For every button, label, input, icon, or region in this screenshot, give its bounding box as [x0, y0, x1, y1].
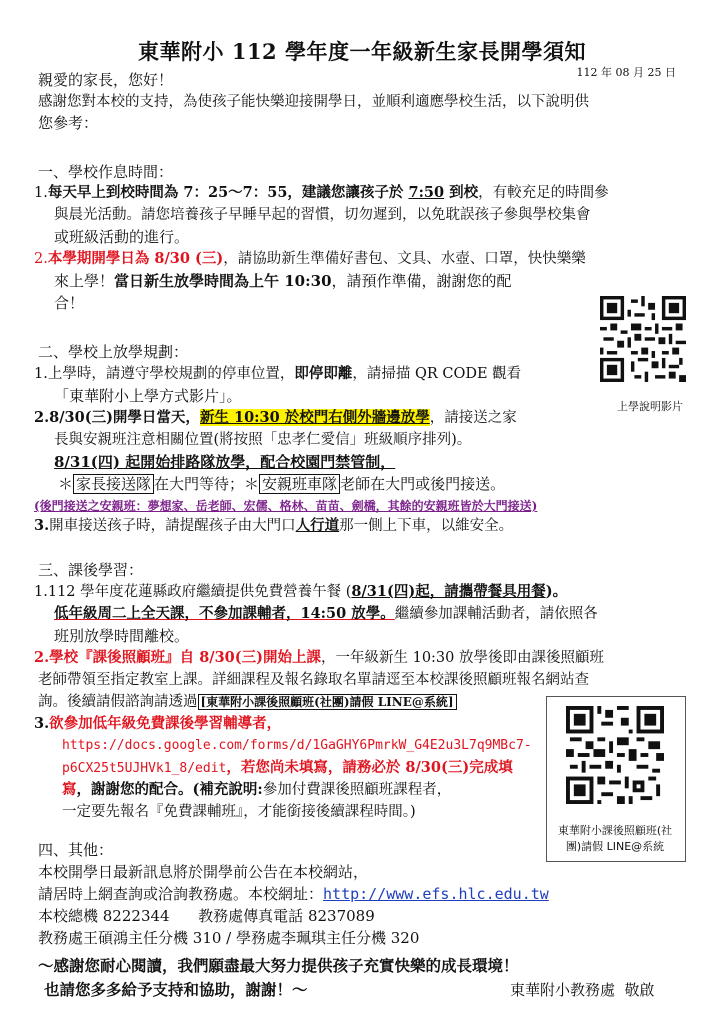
s3-item-1-c: )。	[545, 583, 568, 600]
signature: 東華附小教務處 敬啟	[510, 981, 655, 999]
s3-item-1-a: 112 學年度花蓮縣政府繼續提供免費營養午餐 (	[47, 584, 352, 600]
s2-item-1	[34, 364, 521, 384]
s2-item-1-line-2: 「東華附小上學方式影片」。	[54, 387, 242, 405]
s3-item-1-num: 1.	[34, 584, 48, 600]
s1-item-1-num: 1.	[34, 185, 48, 201]
s2-item-3-a: 開車接送孩子時，請提醒孩子由大門口	[49, 518, 296, 534]
s2-item-2-num: 2.	[34, 409, 50, 426]
s3-item-3-l4a: 寫	[62, 781, 77, 798]
afterschool-bus-label: 安親班車隊	[259, 474, 340, 494]
school-website-link[interactable]: http://www.efs.hlc.edu.tw	[323, 885, 549, 903]
s1-item-1-d: ，有較充足的時間參	[478, 185, 609, 201]
s3-item-1-l2b: 繼續參加課輔活動者，請依照各	[394, 606, 598, 622]
back-gate-note: (後門接送之安親班：夢想家、岳老師、宏儒、格林、苗苗、劍橋，其餘的安親班皆於大門接送)	[34, 499, 538, 513]
s2-l4-star-1: ＊	[58, 475, 74, 493]
s2-l4-c: 在大門等待；＊	[154, 475, 260, 493]
s2-item-1-c: ，請掃描 QR CODE 觀看	[352, 366, 522, 382]
s2-item-2	[34, 408, 517, 428]
s3-item-2-b: ，一年級新生 10:30 放學後即由課後照顧班	[320, 650, 604, 666]
s3-item-2-num: 2.	[34, 649, 50, 666]
s1-item-2-line-3: 合！	[54, 294, 85, 312]
parent-pickup-label: 家長接送隊	[73, 474, 154, 494]
s3-item-3-b: ，若您尚未填寫，請務必於 8/30(三)完成填	[226, 759, 513, 776]
s1-item-2	[34, 249, 586, 269]
s2-item-3-b: 人行道	[295, 517, 340, 534]
s1-item-2-num: 2.	[34, 251, 48, 267]
s2-item-2-c: ，請接送之家	[429, 410, 517, 426]
closing-line-2: 也請您多多給予支持和協助，謝謝！～	[44, 980, 308, 999]
section-1-heading: 一、學校作息時間：	[38, 163, 174, 181]
s1-item-1-b: 7:50	[408, 184, 445, 201]
s2-item-3-num: 3.	[34, 517, 50, 534]
s1-item-1-a: 每天早上到校時間為 7：25～7：55，建議您讓孩子於	[47, 184, 409, 201]
tutoring-form-url-line-2[interactable]: p6CX25t5UJHVk1_8/edit	[62, 761, 227, 776]
s4-line-4: 教務處王碩鴻主任分機 310 / 學務處李珮琪主任分機 320	[38, 929, 420, 947]
s4-line-1: 本校開學日最新訊息將於開學前公告在本校網站，	[38, 863, 369, 881]
s3-item-2-l3a: 詢。後續請假諮詢請透過	[38, 694, 198, 710]
s3-item-3-line-5: 一定要先報名『免費課輔班』，才能銜接後續課程時間。)	[62, 804, 416, 820]
s1-item-2-l2b: 當日新生放學時間為上午 10:30	[114, 272, 332, 290]
s2-item-1-b: 即停即離	[294, 365, 353, 382]
s4-line-2-a: 請居時上網查詢或洽詢教務處。本校網址：	[38, 885, 324, 903]
s3-item-3-num: 3.	[34, 715, 50, 732]
s3-item-3-l4b: ，謝謝您的配合。(補充說明:	[76, 781, 263, 798]
s2-l4-e: 老師在大門或後門接送。	[340, 475, 506, 493]
page-title: 東華附小 112 學年度一年級新生家長開學須知	[138, 39, 586, 64]
s1-item-2-line-2	[54, 271, 512, 291]
line-system-qr-caption-2: 團)請假 LINE@系統	[565, 840, 665, 853]
school-video-qr-caption: 上學說明影片	[617, 400, 683, 413]
intro-line-2: 您參考：	[38, 114, 99, 132]
section-3-heading: 三、課後學習：	[38, 561, 144, 579]
s2-item-2-b: 新生 10:30 於校門右側外牆邊放學	[199, 409, 430, 426]
s3-item-3-a: 欲參加低年級免費課後學習輔導者，	[49, 715, 282, 732]
s3-item-2-line-3	[38, 692, 457, 712]
intro-line-1: 感謝您對本校的支持，為使孩子能快樂迎接開學日，並順利適應學校生活，以下說明供	[38, 94, 589, 110]
s2-item-2-line-4	[58, 474, 505, 494]
s2-item-1-num: 1.	[34, 366, 48, 382]
s1-item-2-b: ，請協助新生準備好書包、文具、水壺、口罩，快快樂樂	[223, 251, 586, 267]
s2-item-3-c: 那一側上下車，以維安全。	[339, 518, 514, 534]
s1-item-1	[34, 183, 609, 203]
section-4-heading: 四、其他：	[38, 841, 114, 859]
s1-item-2-l2c: ，請預作準備，謝謝您的配	[331, 272, 512, 290]
s3-item-3-line-3	[62, 758, 513, 779]
s3-item-2-line-2: 老師帶領至指定教室上課。詳細課程及報名錄取名單請逕至本校課後照顧班報名網站查	[38, 672, 589, 688]
closing-line-1: ～感謝您耐心閱讀，我們願盡最大努力提供孩子充實快樂的成長環境！	[38, 956, 519, 975]
s3-item-1	[34, 582, 567, 602]
s3-item-1-line-2	[54, 604, 598, 624]
s1-item-2-a: 本學期開學日為 8/30 (三)	[47, 250, 224, 267]
line-system-label[interactable]: [東華附小課後照顧班(社團)請假 LINE@系統]	[198, 694, 457, 710]
tutoring-form-url-line-1[interactable]: https://docs.google.com/forms/d/1GaGHY6PmrkW_G4E2u3L7q9MBc7-	[62, 738, 532, 753]
s3-item-1-line-3: 班別放學時間離校。	[54, 627, 190, 645]
s1-item-2-l2a: 來上學！	[54, 272, 115, 290]
school-video-qr-code-icon[interactable]	[600, 296, 686, 382]
section-2-heading: 二、學校上放學規劃：	[38, 343, 189, 361]
s2-item-2-line-2: 長與安親班注意相關位置(將按照「忠孝仁愛信」班級順序排列)。	[54, 432, 472, 448]
s1-item-1-line-2: 與晨光活動。請您培養孩子早睡早起的習慣，切勿遲到，以免耽誤孩子參與學校集會	[54, 207, 591, 223]
s2-item-3	[34, 516, 513, 536]
s4-line-2	[38, 884, 549, 904]
s2-item-1-a: 上學時，請遵守學校規劃的停車位置，	[47, 366, 295, 382]
s2-item-2-a: 8/30(三)開學日當天，	[49, 409, 200, 426]
s3-item-3-line-4	[62, 780, 451, 800]
s3-item-3-l4c: 參加付費課後照顧班課程者，	[262, 782, 452, 798]
s3-item-3	[34, 714, 281, 734]
s3-item-1-b: 8/31(四)起，請攜帶餐具用餐	[351, 583, 546, 600]
s2-item-2-line-3: 8/31(四) 起開始排路隊放學，配合校園門禁管制，	[54, 453, 396, 471]
s1-item-1-line-3: 或班級活動的進行。	[54, 228, 190, 246]
s3-item-2-a: 學校『課後照顧班』自 8/30(三)開始上課	[49, 649, 321, 666]
line-system-qr-caption-1: 東華附小課後照顧班(社	[557, 824, 673, 837]
line-system-qr-code-icon[interactable]	[566, 706, 664, 804]
s3-item-2	[34, 648, 604, 668]
s4-line-3: 本校總機 8222344 教務處傳真電話 8237089	[38, 907, 375, 925]
greeting: 親愛的家長，您好！	[38, 71, 174, 89]
s3-item-1-l2a: 低年級周二上全天課，不參加課輔者，14:50 放學。	[54, 605, 395, 622]
notice-date: 112 年 08 月 25 日	[576, 66, 676, 79]
s1-item-1-c: 到校	[444, 184, 479, 201]
